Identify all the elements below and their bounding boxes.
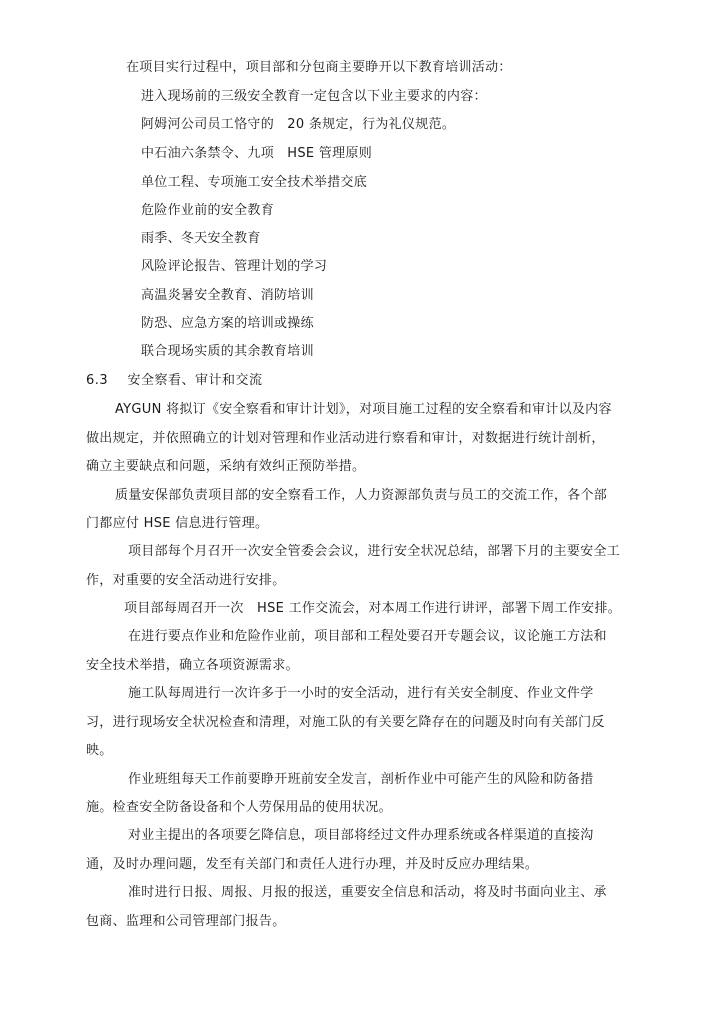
paragraph-line: 项目部每个月召开一次安全管委会会议，进行安全状况总结，部署下月的主要安全工 xyxy=(128,544,621,559)
paragraph-line: 包商、监理和公司管理部门报告。 xyxy=(86,914,286,929)
paragraph-line: AYGUN 将拟订《安全察看和审计计划》，对项目施工过程的安全察看和审计以及内容 xyxy=(115,402,612,417)
paragraph-line: 门都应付 HSE 信息进行管理。 xyxy=(86,516,269,531)
education-list-intro: 进入现场前的三级安全教育一定包含以下业主要求的内容： xyxy=(141,89,487,104)
paragraph-line: 确立主要缺点和问题，采纳有效纠正预防举措。 xyxy=(86,459,366,474)
paragraph-line: 作业班组每天工作前要睁开班前安全发言，剖析作业中可能产生的风险和防备措 xyxy=(128,772,594,787)
list-item: 联合现场实质的其余教育培训 xyxy=(141,344,314,359)
list-item: 防恐、应急方案的培训或操练 xyxy=(141,316,314,331)
list-item: 雨季、冬天安全教育 xyxy=(141,231,261,246)
list-item: 阿姆河公司员工恪守的 20 条规定，行为礼仪规范。 xyxy=(141,117,456,132)
paragraph-line: 通，及时办理问题，发至有关部门和责任人进行办理，并及时反应办理结果。 xyxy=(86,857,539,872)
intro-line: 在项目实行过程中，项目部和分包商主要睁开以下教育培训活动： xyxy=(126,60,512,75)
list-item: 危险作业前的安全教育 xyxy=(141,203,275,218)
paragraph-line: 安全技术举措，确立各项资源需求。 xyxy=(86,658,299,673)
list-item: 高温炎暑安全教育、消防培训 xyxy=(141,288,314,303)
paragraph-line: 施。检查安全防备设备和个人劳保用品的使用状况。 xyxy=(86,800,392,815)
section-number: 6.3 xyxy=(86,373,109,388)
section-title: 安全察看、审计和交流 xyxy=(127,373,263,388)
paragraph-line: 在进行要点作业和危险作业前，项目部和工程处要召开专题会议，议论施工方法和 xyxy=(128,629,607,644)
paragraph-line: 准时进行日报、周报、月报的报送，重要安全信息和活动，将及时书面向业主、承 xyxy=(128,885,607,900)
list-item: 风险评论报告、管理计划的学习 xyxy=(141,259,328,274)
paragraph-line: 项目部每周召开一次 HSE 工作交流会，对本周工作进行讲评，部署下周工作安排。 xyxy=(124,601,622,616)
paragraph-line: 质量安保部负责项目部的安全察看工作，人力资源部负责与员工的交流工作，各个部 xyxy=(115,488,608,503)
paragraph-line: 施工队每周进行一次许多于一小时的安全活动，进行有关安全制度、作业文件学 xyxy=(128,686,594,701)
paragraph-line: 习，进行现场安全状况检查和清理，对施工队的有关要乞降存在的问题及时向有关部门反 xyxy=(86,715,605,730)
list-item: 中石油六条禁令、九项 HSE 管理原则 xyxy=(141,146,373,161)
paragraph-line: 对业主提出的各项要乞降信息，项目部将经过文件办理系统或各样渠道的直接沟 xyxy=(128,828,594,843)
paragraph-line: 做出规定，并依照确立的计划对管理和作业活动进行察看和审计，对数据进行统计剖析， xyxy=(86,431,605,446)
paragraph-line: 映。 xyxy=(86,743,113,758)
paragraph-line: 作，对重要的安全活动进行安排。 xyxy=(86,573,286,588)
list-item: 单位工程、专项施工安全技术举措交底 xyxy=(141,175,368,190)
section-heading xyxy=(86,372,262,390)
